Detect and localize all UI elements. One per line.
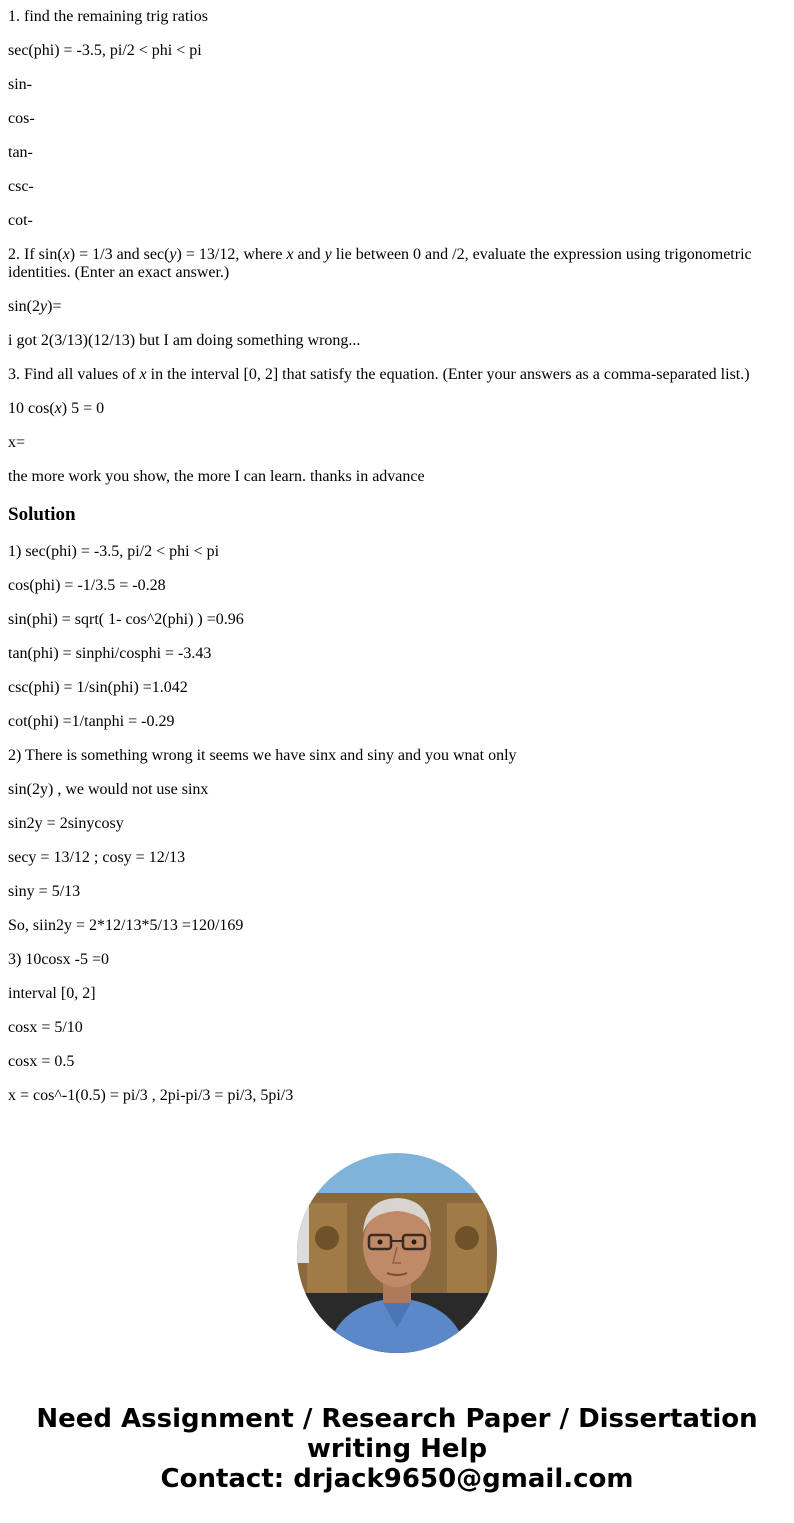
q3-eq-var: x (54, 400, 62, 417)
q1-title: 1. find the remaining trig ratios (8, 8, 208, 25)
q2-text-5: lie between 0 and /2, evaluate the expression using trigonometric identities. (Enter an exact answer.) (8, 246, 752, 281)
solution-line: sin(2y) , we would not use sinx (8, 781, 209, 798)
q1-item-sin: sin- (8, 76, 32, 93)
solution-line: cos(phi) = -1/3.5 = -0.28 (8, 577, 166, 594)
avatar-portrait-icon (297, 1153, 497, 1353)
solution-line: interval [0, 2] (8, 985, 96, 1002)
solution-line: x = cos^-1(0.5) = pi/3 , 2pi-pi/3 = pi/3, 5pi/3 (8, 1087, 294, 1104)
solution-line: cosx = 5/10 (8, 1019, 83, 1036)
solution-line: cot(phi) =1/tanphi = -0.29 (8, 713, 175, 730)
q1-item-csc: csc- (8, 178, 34, 195)
solution-line: secy = 13/12 ; cosy = 12/13 (8, 849, 186, 866)
solution-line: 1) sec(phi) = -3.5, pi/2 < phi < pi (8, 543, 220, 560)
q2-text-3: ) = 13/12, where (176, 246, 287, 263)
q3-answer: x= (8, 434, 26, 451)
q1-item-cos: cos- (8, 110, 35, 127)
q2-prompt (8, 246, 786, 282)
q2-text-2: ) = 1/3 and sec( (69, 246, 170, 263)
promo-contact: Contact: drjack9650@gmail.com (160, 1464, 634, 1494)
q2-var-y2: y (324, 246, 332, 263)
solution-heading: Solution (8, 504, 76, 525)
q2-expr-a: sin(2 (8, 298, 40, 315)
q2-note: i got 2(3/13)(12/13) but I am doing something wrong... (8, 332, 361, 349)
promo-line-1: Need Assignment / Research Paper / Dissertation (36, 1404, 758, 1434)
promo-line-2: writing Help (306, 1434, 488, 1464)
q3-text-2: in the interval [0, 2] that satisfy the equation. (Enter your answers as a comma-separated list.) (146, 366, 750, 383)
q1-item-tan: tan- (8, 144, 33, 161)
solution-line: cosx = 0.5 (8, 1053, 75, 1070)
q2-text-4: and (293, 246, 325, 263)
solution-line: siny = 5/13 (8, 883, 81, 900)
q1-given: sec(phi) = -3.5, pi/2 < phi < pi (8, 42, 202, 59)
promo-banner (0, 1404, 794, 1494)
solution-line: 3) 10cosx -5 =0 (8, 951, 110, 968)
solution-line: tan(phi) = sinphi/cosphi = -3.43 (8, 645, 212, 662)
q3-text-1: 3. Find all values of (8, 366, 140, 383)
q3-equation (8, 400, 786, 418)
q2-var-y: y (169, 246, 177, 263)
solution-line: So, siin2y = 2*12/13*5/13 =120/169 (8, 917, 244, 934)
q3-eq-b: ) 5 = 0 (61, 400, 105, 417)
q2-expr-b: )= (47, 298, 62, 315)
q3-eq-a: 10 cos( (8, 400, 55, 417)
solution-line: sin(phi) = sqrt( 1- cos^2(phi) ) =0.96 (8, 611, 244, 628)
avatar (297, 1153, 497, 1353)
closing-note: the more work you show, the more I can learn. thanks in advance (8, 468, 425, 485)
solution-line: 2) There is something wrong it seems we have sinx and siny and you wnat only (8, 747, 517, 764)
q1-item-cot: cot- (8, 212, 33, 229)
q2-var-x2: x (286, 246, 294, 263)
q2-expr-var: y (40, 298, 48, 315)
q3-prompt (8, 366, 786, 384)
q2-var-x: x (62, 246, 70, 263)
solution-line: csc(phi) = 1/sin(phi) =1.042 (8, 679, 188, 696)
q3-var-x: x (139, 366, 147, 383)
q2-expression (8, 298, 786, 316)
solution-line: sin2y = 2sinycosy (8, 815, 124, 832)
q2-text-1: 2. If sin( (8, 246, 63, 263)
